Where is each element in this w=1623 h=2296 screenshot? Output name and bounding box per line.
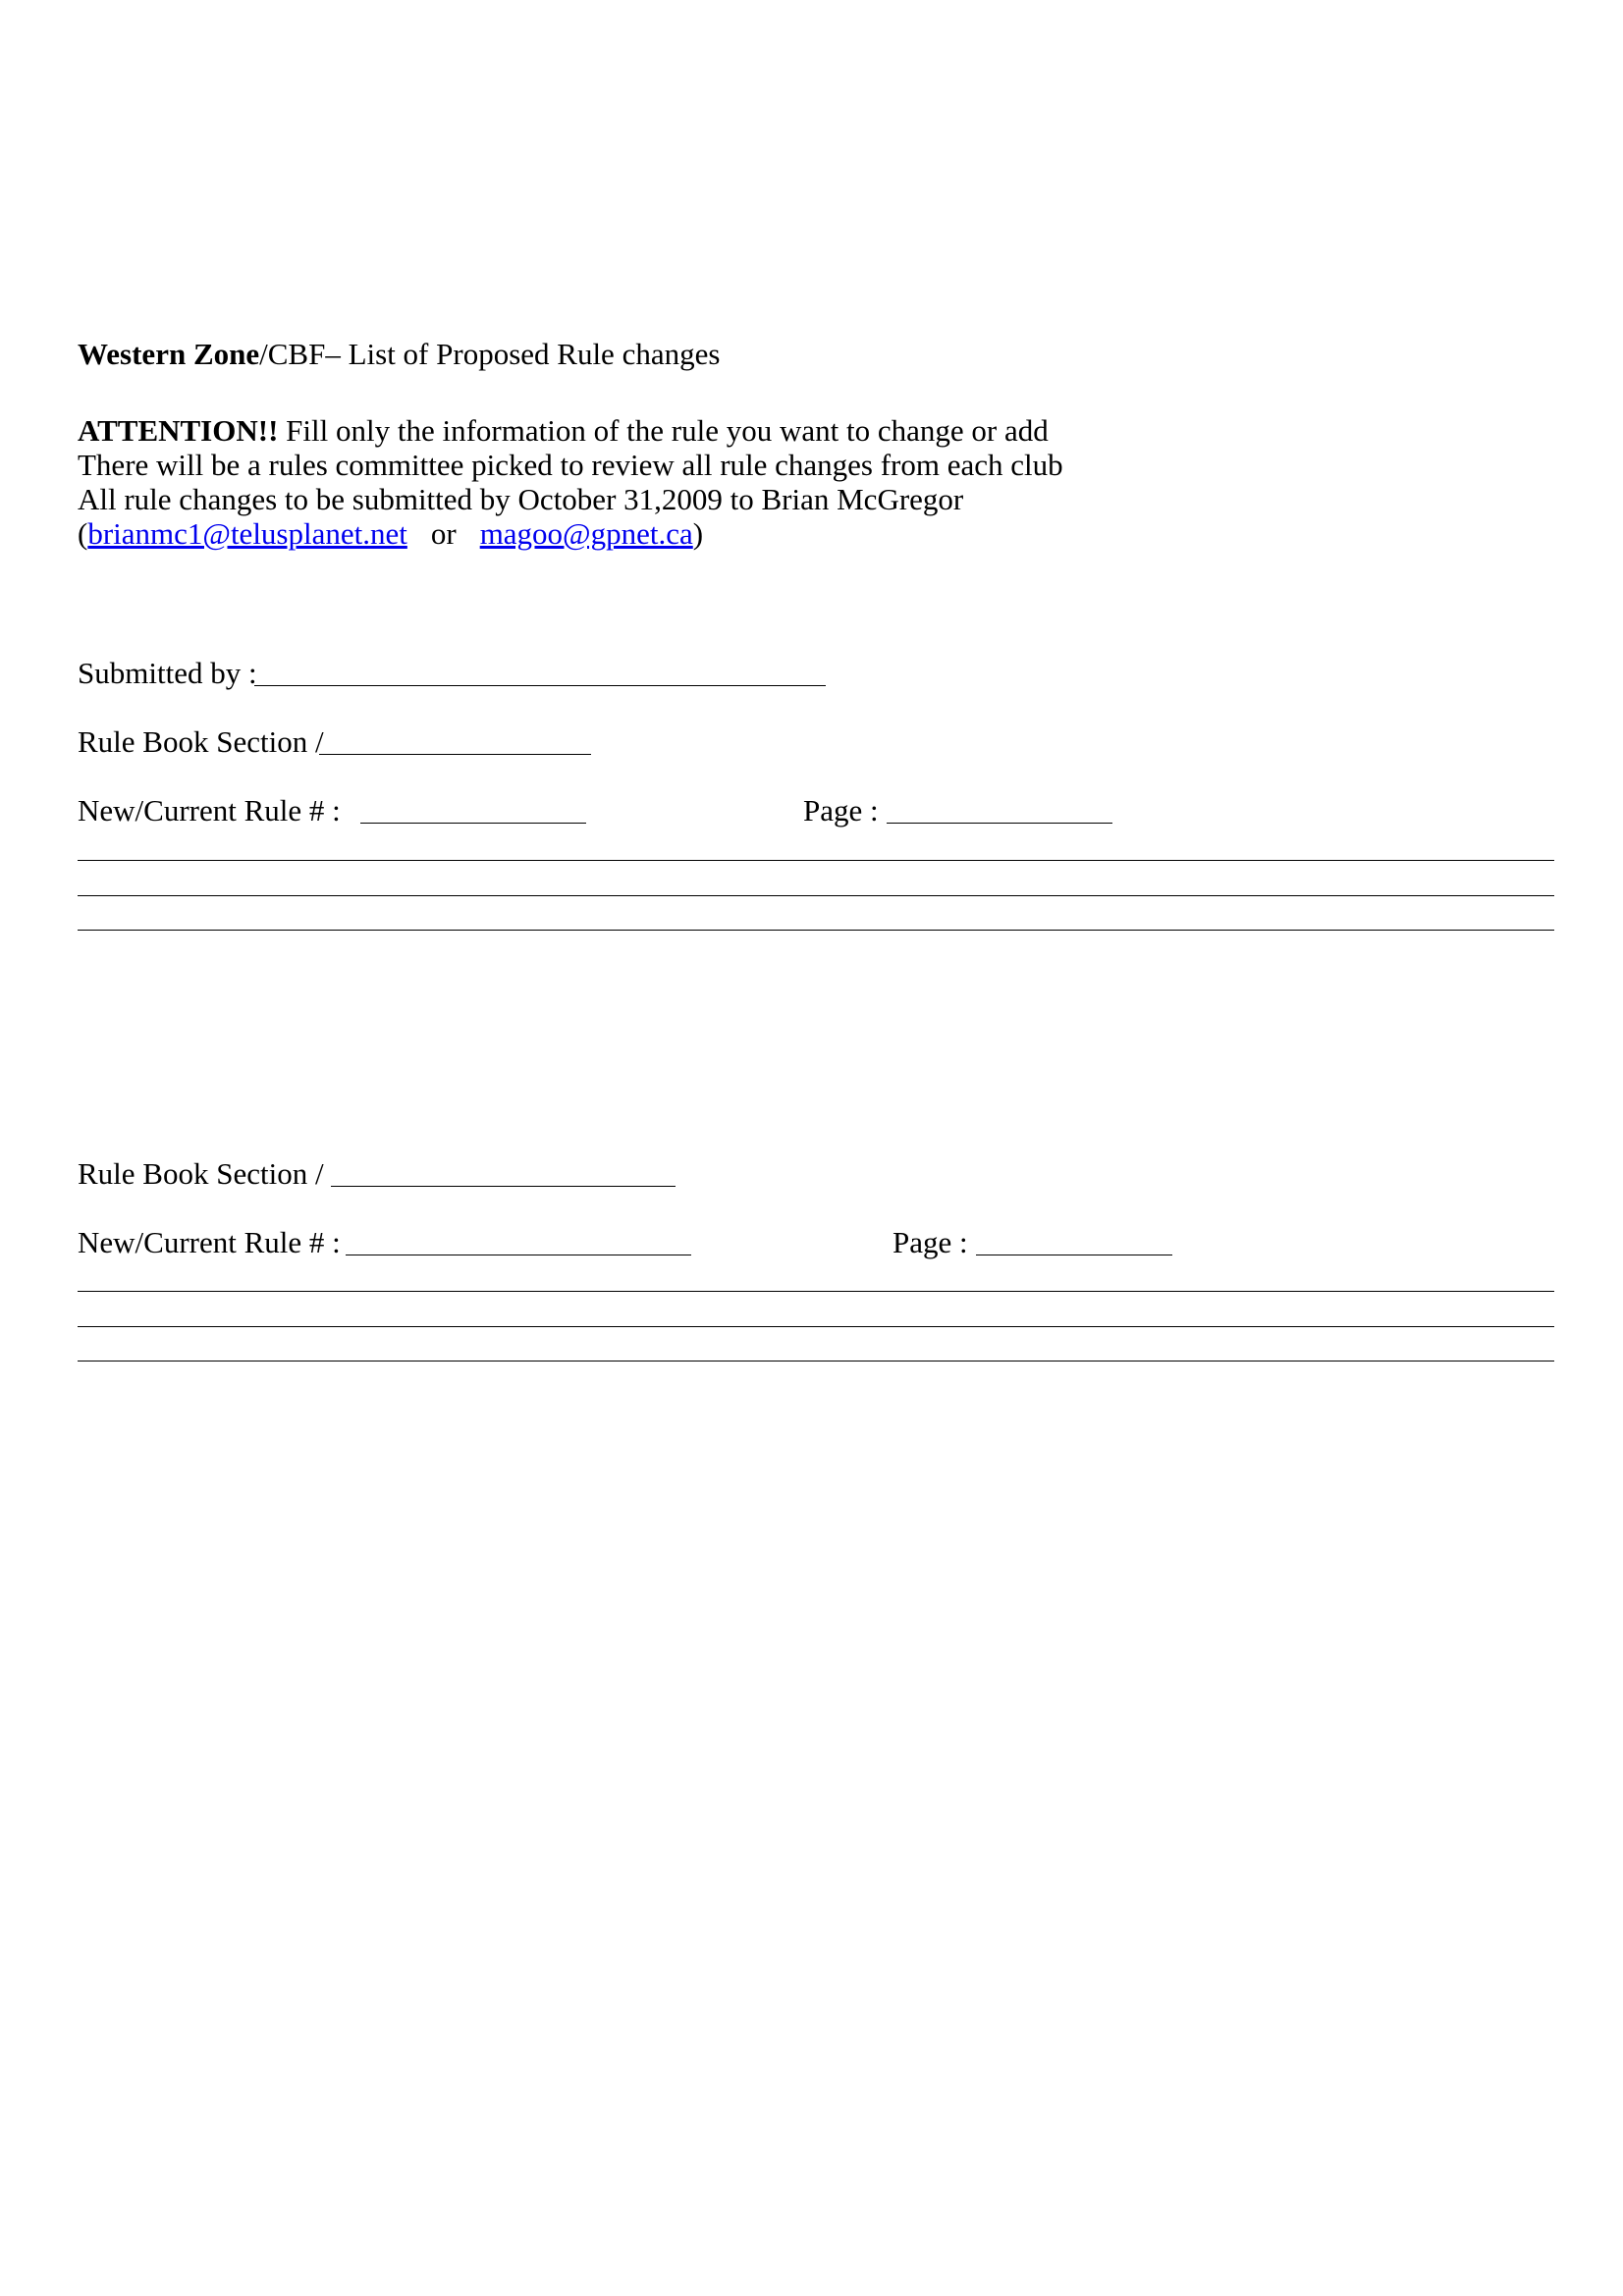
email-link-magoo[interactable]: magoo@gpnet.ca [479,516,693,551]
notice-line-3: All rule changes to be submitted by October 31,2009 to Brian McGregor [78,482,964,516]
rule-book-section-label-1: Rule Book Section / [78,724,324,759]
notice-line-1 [78,413,1049,448]
description-line-2c[interactable] [78,1361,1554,1362]
description-line-1c[interactable] [78,930,1554,931]
or-text: or [430,516,457,551]
description-line-2b[interactable] [78,1326,1554,1327]
page-label-2: Page : [893,1225,968,1259]
rule-number-label-1: New/Current Rule # : [78,793,341,828]
title-rest: /CBF– List of Proposed Rule changes [259,337,721,371]
open-paren: ( [78,516,88,551]
submitted-by-label: Submitted by : [78,656,257,690]
attention-label: ATTENTION!! [78,413,279,448]
submitted-by-field[interactable] [254,685,826,686]
page-field-1[interactable] [887,823,1112,824]
description-line-1b[interactable] [78,895,1554,896]
notice-line-4 [78,516,703,551]
page-title [78,337,720,371]
notice-line-1-text: Fill only the information of the rule you want to change or add [278,413,1049,448]
close-paren: ) [692,516,704,551]
rule-book-section-field-2[interactable] [331,1186,676,1187]
rule-book-section-label-2: Rule Book Section / [78,1156,324,1191]
rule-book-section-field-1[interactable] [319,754,591,755]
rule-number-label-2: New/Current Rule # : [78,1225,341,1259]
notice-line-2: There will be a rules committee picked to review all rule changes from each club [78,448,1063,482]
title-bold: Western Zone [78,337,260,371]
description-line-2a[interactable] [78,1291,1554,1292]
description-line-1a[interactable] [78,860,1554,861]
rule-number-field-1[interactable] [360,823,586,824]
email-link-brianmc1[interactable]: brianmc1@telusplanet.net [87,516,407,551]
page-label-1: Page : [803,793,879,828]
